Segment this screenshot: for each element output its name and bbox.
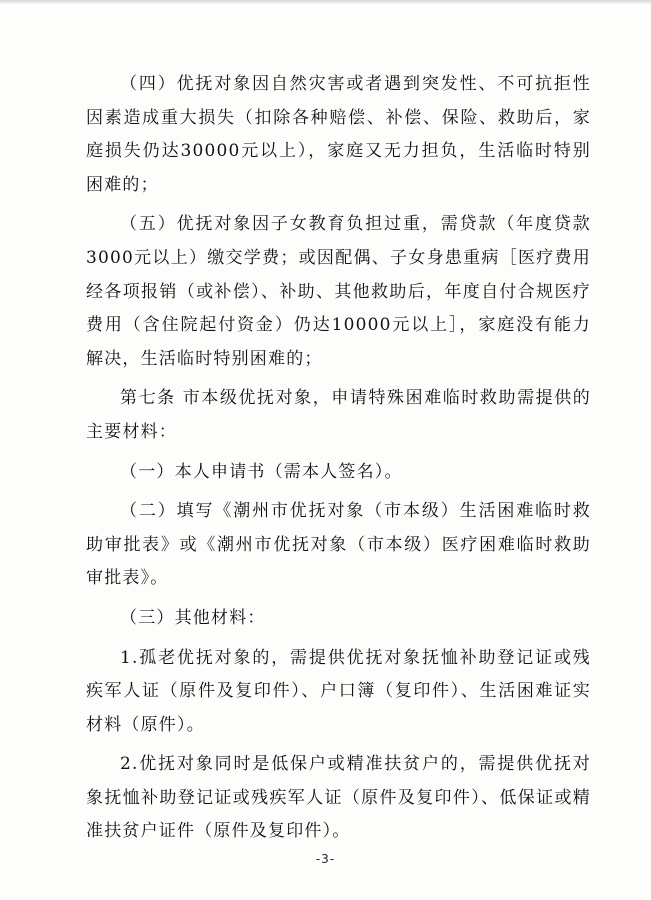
paragraph-material-3-1: 1.孤老优抚对象的，需提供优抚对象抚恤补助登记证或残疾军人证（原件及复印件）、户口簿（复印件）、生活困难证实材料（原件）。: [86, 647, 591, 735]
paragraph-material-2: （二）填写《潮州市优抚对象（市本级）生活困难临时救助审批表》或《潮州市优抚对象（市本级）医疗困难临时救助审批表》。: [86, 501, 591, 589]
paragraph-material-3-2: 2.优抚对象同时是低保户或精准扶贫户的，需提供优抚对象抚恤补助登记证或残疾军人证（原件及复印件）、低保证或精准扶贫户证件（原件及复印件）。: [86, 754, 591, 842]
paragraph-material-1: （一）本人申请书（需本人签名）。: [120, 461, 403, 482]
document-body: [86, 68, 591, 849]
paragraph-item-5: （五）优抚对象因子女教育负担过重，需贷款（年度贷款3000元以上）缴交学费；或因配偶、子女身患重病［医疗费用经各项报销（或补偿）、补助、其他救助后，年度自付合规医疗费用（含住院起付资金）仍达10000元以上］，家庭没有能力解决，生活临时特别困难的；: [86, 214, 591, 369]
paragraph-material-3: （三）其他材料：: [120, 607, 266, 628]
paragraph-article-7: 第七条 市本级优抚对象，申请特殊困难临时救助需提供的主要材料：: [86, 388, 591, 442]
page-number: -3-: [315, 852, 336, 866]
paragraph-item-4: （四）优抚对象因自然灾害或者遇到突发性、不可抗拒性因素造成重大损失（扣除各种赔偿、补偿、保险、救助后，家庭损失仍达30000元以上），家庭又无力担负，生活临时特别困难的；: [86, 74, 591, 195]
scan-top-edge: [0, 0, 651, 4]
